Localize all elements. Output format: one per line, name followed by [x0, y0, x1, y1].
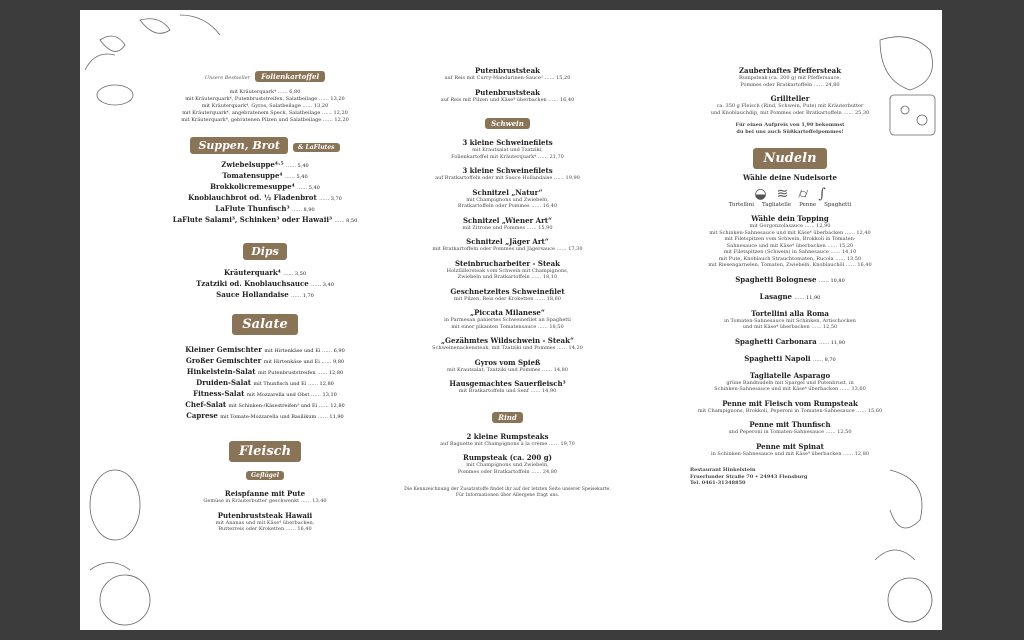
menu-page	[80, 10, 942, 630]
menu-item-desc: mit Champignons und Zwiebeln,	[466, 462, 549, 468]
menu-item-desc: Gemüse in Kräuterbutter geschwenkt …… 13,40	[203, 498, 327, 504]
menu-item-desc: Holzfällersteak vom Schwein mit Champignons,	[446, 267, 569, 274]
menu-item-desc: Folienkartoffel mit Kräuterquark⁴ …… 21,70	[451, 153, 564, 160]
menu-item-name: Schnitzel „Wiener Art“	[462, 215, 553, 225]
salate-heading: Salate	[232, 314, 297, 335]
menu-item: Zwiebelsuppe⁴˒⁵ …… 5,40	[221, 160, 309, 169]
menu-item-desc: mit Bratkartoffeln oder Pommes und Jägersauce …… 17,30	[432, 246, 583, 252]
footnote: Für Informationen über Allergene fragt uns.	[455, 493, 560, 498]
dips-heading: Dips	[243, 243, 287, 260]
menu-item-name: „Gezähmtes Wildschwein - Steak“	[441, 336, 574, 345]
menu-item-desc: Schinken-Sahnesauce und mit Käse⁴ überbacken …… 13,60	[714, 386, 866, 392]
menu-item: Caprese mit Tomate-Mozzarella und Basilikum …… 11,90	[186, 411, 344, 420]
suppen-heading: Suppen, Brot & LaFlutes	[170, 134, 360, 154]
topping-item: mit Filetspitzen (Schwein) in Sahnesauce …… 14,10	[723, 249, 857, 255]
menu-item-desc: mit Bratkartoffeln und Senf …… 14,90	[458, 388, 557, 394]
nudeln-heading: Nudeln	[753, 148, 826, 169]
menu-item-desc: auf Baguette mit Champignons à la crème …… 19,70	[440, 440, 575, 447]
bestseller-title: Folienkartoffel	[255, 71, 325, 82]
menu-item: Chef-Salat mit Schinken-/Käsestreifen³ und Ei …… 12,80	[185, 400, 345, 409]
pasta-icons	[670, 186, 910, 202]
vegetables-sketch-icon	[80, 450, 170, 630]
menu-item-desc: ca. 350 g Fleisch (Rind, Schwein, Pute) mit Kräuterbutter	[716, 103, 864, 109]
menu-item-desc: mit Zitrone und Pommes …… 15,90	[462, 224, 553, 231]
menu-item-name: „Piccata Milanese“	[470, 308, 545, 317]
menu-item-desc: grüne Bandnudeln mit Spargel und Putenbrust, in	[726, 379, 854, 386]
tortellini-icon: ◒	[754, 186, 767, 202]
menu-item-desc: und Knoblauchdip, mit Pommes oder Bratkartoffeln …… 25,30	[710, 109, 870, 116]
menu-item-desc: auf Bratkartoffeln oder mit Sauce Hollandaise …… 19,90	[435, 175, 580, 181]
menu-item-desc: mit Krautsalat, Tzatziki und Pommes …… 14,80	[447, 366, 568, 373]
menu-item-name: Putenbruststeak	[475, 87, 540, 97]
bestseller-item: mit Kräuterquark⁴, Gyros, Salatbeilage …… 13,20	[201, 103, 329, 109]
menu-item-desc: mit Pilzen, Reis oder Kroketten …… 18,60	[454, 295, 561, 302]
fleisch-heading: Fleisch Geflügel	[170, 440, 360, 481]
menu-column-left	[170, 10, 360, 533]
promo-text: Für einen Aufpreis von 1,90 bekommst	[735, 122, 845, 128]
spaghetti-icon: ∫	[818, 186, 826, 202]
menu-item: Spaghetti Napoli …… 8,70	[744, 353, 836, 363]
menu-item-desc: mit Champignons, Brokkoli, Peperoni in Tomaten-Sahnesauce …… 15,60	[697, 407, 883, 414]
menu-item: Spaghetti Bolognese …… 10,80	[735, 274, 845, 284]
menu-item: LaFlute Thunfisch³ …… 8,90	[215, 204, 315, 213]
menu-item: Knoblauchbrot od. ½ Fladenbrot …… 3,70	[188, 193, 342, 202]
rind-heading: Rind	[492, 412, 522, 423]
topping-heading: Wähle dein Topping	[751, 214, 829, 223]
menu-item-name: Putenbruststeak	[475, 66, 540, 75]
menu-column-right	[670, 10, 910, 487]
menu-item-desc: Zwiebeln und Bratkartoffeln …… 18,10	[457, 274, 558, 280]
menu-item-name: Geschnetzeltes Schweinefilet	[450, 286, 565, 296]
menu-item: Kleiner Gemischter mit Hirtenkäse und Ei …… 6,90	[185, 345, 345, 354]
menu-item-desc: auf Reis mit Pilzen und Käse⁴ überbacken …… 16,40	[440, 96, 575, 103]
bestseller-heading: Unsere Bestseller Folienkartoffel	[170, 64, 360, 83]
bestseller-item: mit Kräuterquark⁴, gebratenen Pilzen und Salatbeilage …… 12,20	[181, 117, 349, 123]
menu-item: Tomatensuppe⁴ …… 5,40	[222, 171, 308, 180]
menu-item-desc: mit Ananas und mit Käse⁴ überbacken,	[215, 519, 315, 526]
menu-item: Lasagne …… 11,90	[759, 291, 821, 301]
menu-item-name: Gyros vom Spieß	[474, 357, 541, 367]
topping-item: mit Filetspitzen vom Schwein, Brokkoli in Tomaten-	[724, 236, 856, 242]
bestseller-item: mit Kräuterquark⁴, Putenbruststreifen, Salatbeilage …… 13,20	[185, 96, 345, 102]
menu-item-desc: mit Champignons und Zwiebeln,	[466, 196, 549, 203]
menu-item-name: 3 kleine Schweinefilets	[462, 166, 553, 175]
menu-item-desc: und Peperoni in Tomaten-Sahnesauce …… 12,50	[728, 429, 852, 435]
menu-column-middle	[380, 10, 635, 499]
menu-item-name: Tagliatelle Asparago	[749, 370, 831, 380]
menu-item: Kräuterquark⁴ …… 3,50	[223, 268, 307, 277]
menu-item-desc: Schweinenackensteak, mit Tzatziki und Pommes …… 14,20	[432, 345, 583, 351]
menu-item-desc: Bratkartoffeln oder Pommes …… 16,40	[457, 203, 558, 209]
topping-item: mit Pute, Knoblauch Strauchtomaten, Rucola …… 13,50	[718, 255, 862, 262]
menu-item-desc: mit einer pikanten Tomatensauce …… 18,50	[451, 323, 564, 330]
menu-item-desc: Pommes oder Bratkartoffeln …… 24,80	[457, 468, 558, 475]
menu-item-name: Grillteller	[770, 94, 810, 103]
menu-item-desc: in Tomaten-Sahnesauce mit Schinken, Artischocken	[724, 317, 856, 324]
menu-item-desc: mit Krautsalat und Tzatziki,	[472, 147, 543, 153]
menu-item: Brokkolicremesuppe⁴ …… 5,40	[210, 182, 320, 191]
pasta-labels: Tortellini Tagliatelle Penne Spaghetti	[728, 202, 852, 208]
nudeln-subtitle: Wähle deine Nudelsorte	[743, 173, 837, 182]
menu-item-name: Steinbrucharbeiter - Steak	[454, 258, 561, 268]
menu-item-desc: und mit Käse⁴ überbacken …… 12,50	[742, 324, 838, 330]
menu-item-name: Penne mit Thunfisch	[749, 420, 831, 429]
menu-item-name: Schnitzel „Jäger Art“	[466, 237, 549, 246]
menu-item-name: 3 kleine Schweinefilets	[462, 138, 553, 147]
restaurant-address: Restaurant Hinkelstein Fruerlunder Straße 70 • 24943 Flensburg Tel. 0461-31348850	[690, 467, 808, 486]
topping-item: mit Riesengarnelen, Tomaten, Zwiebeln, Knoblauchöl …… 16,40	[708, 262, 872, 268]
menu-item-desc: auf Reis mit Curry-Mandarinen-Sauce² …… 15,20	[444, 75, 571, 81]
menu-item-name: Tortellini alla Roma	[751, 308, 829, 318]
menu-item-name: Penne mit Fleisch vom Rumpsteak	[722, 398, 858, 408]
menu-item-name: Zauberhaftes Pfeffersteak	[738, 66, 842, 75]
footnote: Die Kennzeichnung der Zusatzstoffe findet ihr auf der letzten Seite unserer Speisekarte.	[404, 487, 611, 492]
topping-item: mit Schinken-Sahnesauce und mit Käse⁴ überbacken …… 12,40	[709, 229, 871, 236]
menu-item-name: 2 kleine Rumpsteaks	[466, 431, 549, 441]
bestseller-item: mit Kräuterquark⁴ …… 6,80	[229, 89, 301, 95]
menu-item: LaFlute Salami³, Schinken³ oder Hawaii³ …… 8,50	[172, 215, 358, 224]
menu-item-name: Hausgemachtes Sauerfleisch³	[449, 379, 566, 388]
menu-item-name: Schnitzel „Natur“	[472, 187, 543, 197]
menu-item-name: Putenbruststeak Hawaii	[217, 510, 313, 520]
menu-item: Spaghetti Carbonara …… 11,90	[734, 336, 846, 346]
menu-item: Fitness-Salat mit Mozzarella und Obst …… 13,10	[193, 389, 337, 398]
schwein-heading: Schwein	[485, 118, 530, 129]
menu-item: Großer Gemischter mit Hirtenkäse und Ei …… 9,80	[185, 356, 345, 365]
menu-item: Hinkelstein-Salat mit Putenbruststreifen …… 12,80	[186, 367, 344, 376]
menu-item-desc: in Parmesan paniertes Schweinefilet an Spaghetti	[444, 317, 571, 323]
menu-item-name: Reispfanne mit Pute	[224, 489, 306, 498]
menu-item-desc: Rumpsteak (ca. 200 g) mit Pfeffersauce,	[739, 75, 841, 81]
menu-item-name: Penne mit Spinat	[756, 441, 824, 451]
topping-item: Sahnesauce und mit Käse⁴ überbacken …… 15,20	[726, 242, 854, 249]
menu-item: Sauce Hollandaise …… 1,70	[216, 290, 314, 299]
tagliatelle-icon: ≋	[776, 186, 789, 202]
menu-item-desc: Pommes oder Bratkartoffeln …… 24,80	[740, 81, 840, 88]
menu-item: Druiden-Salat mit Thunfisch und Ei …… 12,80	[196, 378, 334, 387]
menu-item-desc: Butterreis oder Kroketten …… 16,40	[218, 526, 312, 532]
promo-text: du bei uns auch Süßkartoffelpommes!	[736, 128, 844, 135]
bestseller-item: mit Kräuterquark⁴, angebratenem Speck, Salatbeilage …… 12,20	[182, 110, 348, 116]
menu-item-name: Rumpsteak (ca. 200 g)	[463, 453, 552, 462]
menu-item: Tzatziki od. Knoblauchsauce …… 3,40	[196, 279, 334, 288]
menu-item-desc: in Schinken-Sahnesauce und mit Käse⁴ überbacken …… 12,80	[711, 450, 869, 457]
penne-icon: ⌭	[798, 186, 809, 202]
topping-item: mit Gorgonzolasauce …… 12,90	[749, 223, 831, 229]
